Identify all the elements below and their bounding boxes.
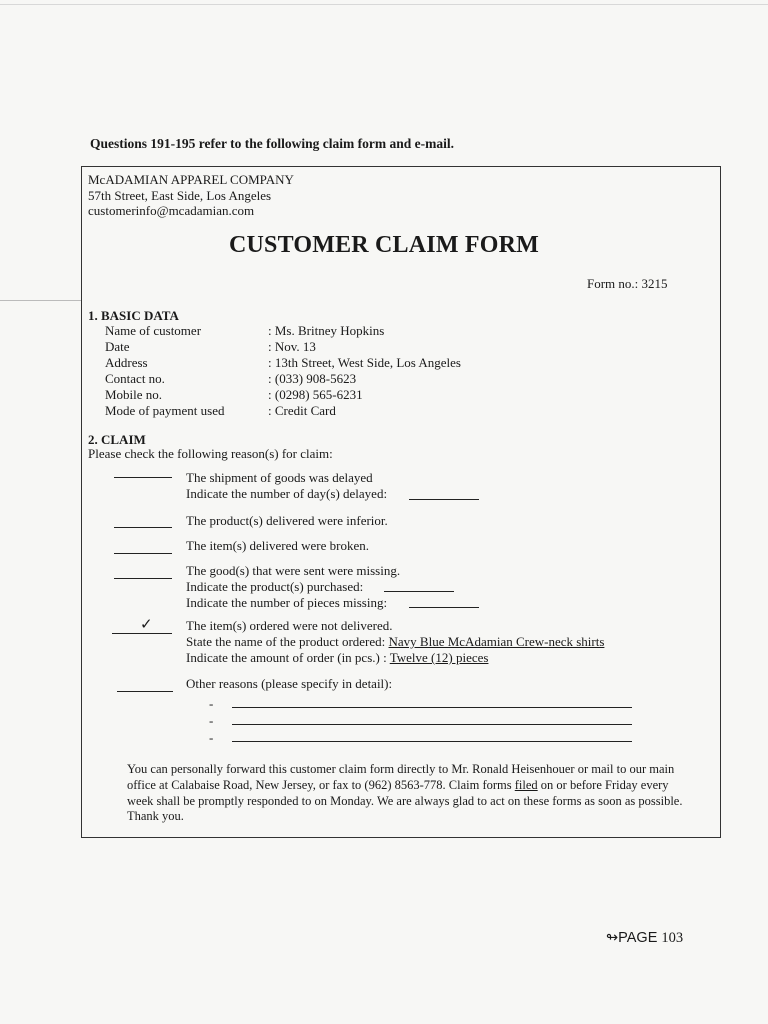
value-contact: : (033) 908-5623 [268,371,357,386]
company-name: McADAMIAN APPAREL COMPANY [88,172,294,187]
form-number: Form no.: 3215 [587,276,668,291]
basic-data-values [268,323,461,419]
checkbox-broken[interactable] [114,553,172,554]
basic-data-labels [105,323,225,419]
product-ordered-label: State the name of the product ordered: [186,634,386,649]
label-contact: Contact no. [105,371,165,386]
other-detail-field-3[interactable] [232,741,632,742]
checkbox-other[interactable] [117,691,173,692]
label-mobile: Mobile no. [105,387,163,402]
reason-not-delivered: The item(s) ordered were not delivered. [186,618,393,633]
top-scan-edge [0,4,768,5]
value-payment: : Credit Card [268,403,336,418]
company-email: customerinfo@mcadamian.com [88,203,255,218]
filed-word: filed [514,777,538,792]
checkbox-missing[interactable] [114,578,172,579]
instructions-part-2: on or before Friday every week shall be promptly responded to on Monday. We are always glad to act on these forms as soon as possible. Thank you. [127,777,683,824]
delayed-days-label: Indicate the number of day(s) delayed: [186,486,388,501]
missing-pieces-field[interactable] [409,607,479,608]
company-address: 57th Street, East Side, Los Angeles [88,187,272,203]
delayed-days-field[interactable] [409,499,479,500]
value-name: : Ms. Britney Hopkins [268,323,385,338]
label-payment: Mode of payment used [105,403,225,418]
other-bullet-1: - [209,696,214,711]
label-address: Address [105,355,148,370]
claim-form-border [81,166,721,838]
missing-products-field[interactable] [384,591,454,592]
other-bullet-2: - [209,713,214,728]
other-detail-field-2[interactable] [232,724,632,725]
missing-pieces-label: Indicate the number of pieces missing: [186,595,388,610]
checkbox-delayed[interactable] [114,477,172,478]
label-name: Name of customer [105,323,202,338]
claim-heading: 2. CLAIM [88,432,146,447]
reason-broken: The item(s) delivered were broken. [186,538,370,553]
instructions-part-1: You can personally forward this customer claim form directly to Mr. Ronald Heisenhouer or mail to our main office at Calabaise Road, New Jersey, or fax to (962) 8563-778. Claim forms [127,762,675,792]
claim-instruction: Please check the following reason(s) for claim: [88,446,333,461]
reason-missing: The good(s) that were sent were missing. [186,563,401,578]
form-title: CUSTOMER CLAIM FORM [228,232,540,258]
order-amount-value[interactable]: Twelve (12) pieces [389,650,489,665]
checkbox-inferior[interactable] [114,527,172,528]
page-footer [606,930,683,947]
question-intro: Questions 191-195 refer to the following claim form and e-mail. [90,136,454,151]
label-date: Date [105,339,130,354]
value-mobile: : (0298) 565-6231 [268,387,363,402]
value-date: : Nov. 13 [268,339,316,354]
reason-inferior: The product(s) delivered were inferior. [186,513,388,528]
reason-other: Other reasons (please specify in detail): [186,676,393,691]
basic-data-heading: 1. BASIC DATA [88,308,179,323]
page-label: PAGE [618,930,658,946]
other-bullet-3: - [209,730,214,745]
page-arrow-icon: ↬ [606,930,619,946]
missing-products-label: Indicate the product(s) purchased: [186,579,364,594]
check-mark-icon: ✓ [140,617,153,633]
order-amount-label: Indicate the amount of order (in pcs.) : [186,650,387,665]
reason-delayed: The shipment of goods was delayed [186,470,373,485]
page-number: 103 [661,930,684,946]
product-ordered-row [186,634,604,650]
submission-instructions [127,762,687,825]
product-ordered-value[interactable]: Navy Blue McAdamian Crew-neck shirts [388,634,605,649]
value-address: : 13th Street, West Side, Los Angeles [268,355,461,370]
other-detail-field-1[interactable] [232,707,632,708]
order-amount-row [186,650,488,666]
company-header [88,172,294,219]
scan-mark [0,300,82,301]
